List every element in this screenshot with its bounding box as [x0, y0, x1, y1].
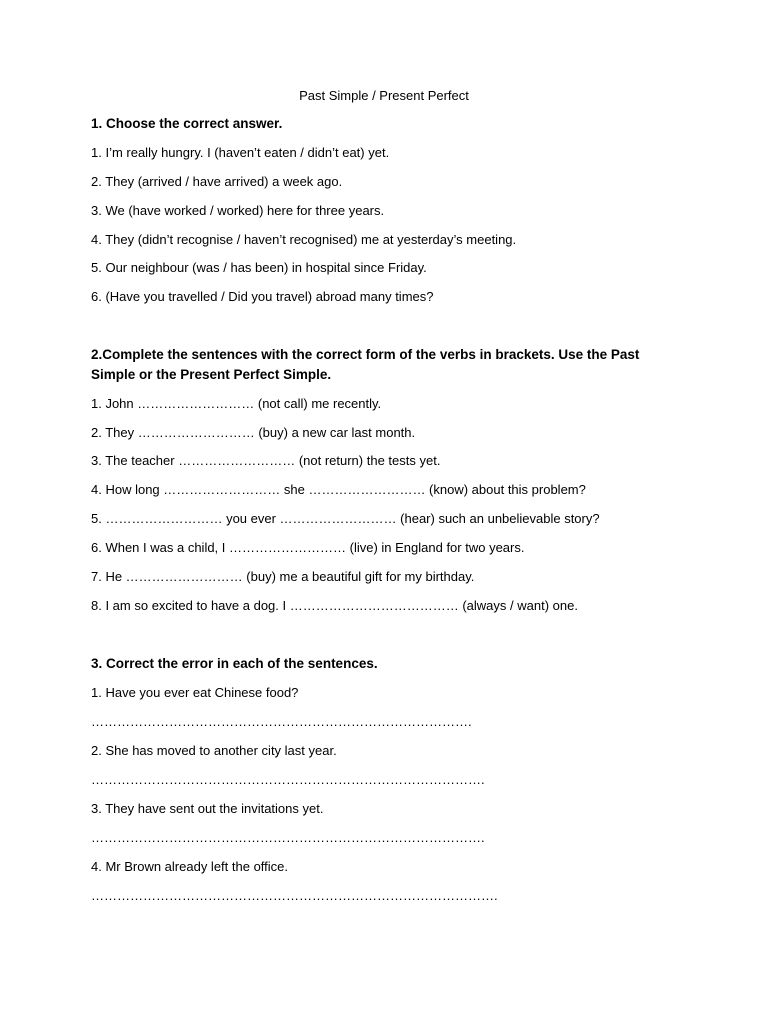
section3-heading: 3. Correct the error in each of the sentences.: [91, 656, 378, 671]
section1-item: 4. They (didn’t recognise / haven’t recognised) me at yesterday’s meeting.: [91, 232, 517, 247]
section2-item: 6. When I was a child, I ……………………… (live) in England for two years.: [91, 540, 525, 555]
section2-item: 1. John ……………………… (not call) me recently.: [91, 396, 382, 411]
section1-item: 3. We (have worked / worked) here for three years.: [91, 203, 385, 218]
section3-sentence: 3. They have sent out the invitations yet.: [91, 801, 324, 816]
section1-item: 1. I’m really hungry. I (haven’t eaten / didn’t eat) yet.: [91, 145, 390, 160]
section2-heading: 2.Complete the sentences with the correct form of the verbs in brackets. Use the Past Simple or the Present Perfect Simple.: [91, 347, 640, 382]
section2-item: 8. I am so excited to have a dog. I ………………………………… (always / want) one.: [91, 598, 578, 613]
section3-answer-line[interactable]: ………………………………………………………………………………….: [91, 888, 498, 903]
section2-item: 5. ……………………… you ever ……………………… (hear) such an unbelievable story?: [91, 511, 600, 526]
section3-sentence: 4. Mr Brown already left the office.: [91, 859, 289, 874]
section3-answer-line[interactable]: ……………………………………………………………………………….: [91, 772, 485, 787]
section1-heading: 1. Choose the correct answer.: [91, 116, 283, 131]
section2-item: 7. He ……………………… (buy) me a beautiful gift for my birthday.: [91, 569, 475, 584]
section3-sentence: 1. Have you ever eat Chinese food?: [91, 685, 299, 700]
page-title: Past Simple / Present Perfect: [299, 88, 469, 103]
section2-item: 3. The teacher ……………………… (not return) the tests yet.: [91, 453, 441, 468]
section1-item: 5. Our neighbour (was / has been) in hospital since Friday.: [91, 260, 427, 275]
section2-item: 4. How long ……………………… she ……………………… (know) about this problem?: [91, 482, 586, 497]
section3-answer-line[interactable]: ……………………………………………………………………………….: [91, 830, 485, 845]
section1-item: 6. (Have you travelled / Did you travel) abroad many times?: [91, 289, 434, 304]
section2-item: 2. They ……………………… (buy) a new car last month.: [91, 425, 416, 440]
section1-item: 2. They (arrived / have arrived) a week ago.: [91, 174, 343, 189]
section3-answer-line[interactable]: …………………………………………………………………………….: [91, 714, 472, 729]
section3-sentence: 2. She has moved to another city last year.: [91, 743, 337, 758]
